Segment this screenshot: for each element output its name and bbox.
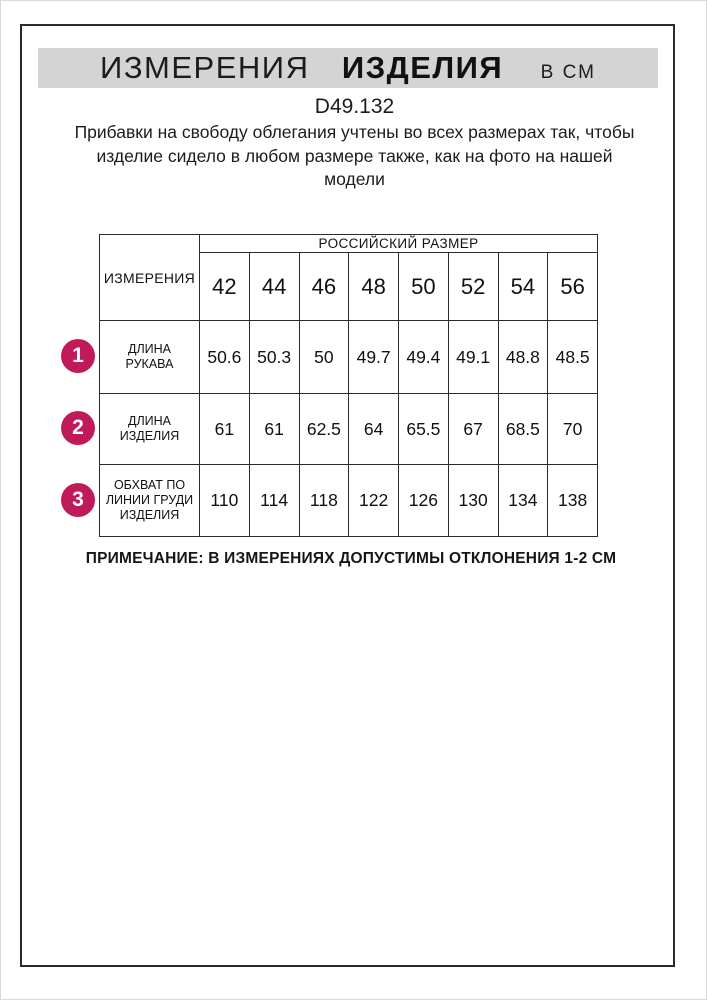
value-cell: 134 <box>498 465 548 537</box>
description-line: модели <box>324 169 385 189</box>
value-cell: 48.8 <box>498 321 548 394</box>
title-band <box>38 48 658 88</box>
row-label: ДЛИНА ИЗДЕЛИЯ <box>100 394 200 465</box>
table-row-sleeve-length <box>100 321 598 394</box>
value-cell: 64 <box>349 394 399 465</box>
value-cell: 110 <box>200 465 250 537</box>
value-cell: 118 <box>299 465 349 537</box>
table-row-item-length <box>100 394 598 465</box>
title-units: В СМ <box>540 62 596 83</box>
size-header-cell: 50 <box>399 253 449 321</box>
size-header-cell: 44 <box>249 253 299 321</box>
size-table <box>99 234 598 537</box>
value-cell: 70 <box>548 394 598 465</box>
product-description <box>1 121 707 192</box>
value-cell: 67 <box>448 394 498 465</box>
value-cell: 122 <box>349 465 399 537</box>
description-line: изделие сидело в любом размере также, как на фото на нашей <box>96 145 613 166</box>
value-cell: 126 <box>399 465 449 537</box>
row-number-badge-1: 1 <box>61 339 95 373</box>
value-cell: 49.4 <box>399 321 449 394</box>
row-number-badge-2: 2 <box>61 411 95 445</box>
value-cell: 49.1 <box>448 321 498 394</box>
value-cell: 68.5 <box>498 394 548 465</box>
value-cell: 61 <box>200 394 250 465</box>
tolerance-note: ПРИМЕЧАНИЕ: В ИЗМЕРЕНИЯХ ДОПУСТИМЫ ОТКЛОНЕНИЯ 1-2 СМ <box>85 550 617 567</box>
row-number-badge-3: 3 <box>61 483 95 517</box>
value-cell: 50 <box>299 321 349 394</box>
row-label: ОБХВАТ ПО ЛИНИИ ГРУДИ ИЗДЕЛИЯ <box>100 465 200 537</box>
title-measurements: ИЗМЕРЕНИЯ <box>100 50 310 85</box>
size-header-cell: 56 <box>548 253 598 321</box>
value-cell: 50.6 <box>200 321 250 394</box>
value-cell: 65.5 <box>399 394 449 465</box>
measurements-column-header: ИЗМЕРЕНИЯ <box>100 235 200 321</box>
value-cell: 50.3 <box>249 321 299 394</box>
size-header-cell: 42 <box>200 253 250 321</box>
value-cell: 138 <box>548 465 598 537</box>
table-row-chest-girth <box>100 465 598 537</box>
value-cell: 48.5 <box>548 321 598 394</box>
value-cell: 130 <box>448 465 498 537</box>
value-cell: 114 <box>249 465 299 537</box>
value-cell: 61 <box>249 394 299 465</box>
value-cell: 49.7 <box>349 321 399 394</box>
title-product: ИЗДЕЛИЯ <box>341 50 504 85</box>
row-label: ДЛИНА РУКАВА <box>100 321 200 394</box>
size-header-cell: 46 <box>299 253 349 321</box>
product-code: D49.132 <box>314 95 395 118</box>
description-line: Прибавки на свободу облегания учтены во всех размерах так, чтобы <box>74 122 635 142</box>
size-header-cell: 54 <box>498 253 548 321</box>
value-cell: 62.5 <box>299 394 349 465</box>
size-header-cell: 48 <box>349 253 399 321</box>
size-header-cell: 52 <box>448 253 498 321</box>
russian-size-header: РОССИЙСКИЙ РАЗМЕР <box>200 235 598 253</box>
